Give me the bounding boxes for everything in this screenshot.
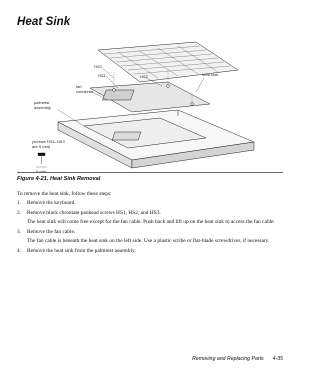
step-text: Remove the fan cable. (27, 229, 76, 235)
label-heat-sink: heat sink (202, 72, 219, 77)
page-title (17, 16, 70, 28)
step-number: 2. (17, 210, 22, 216)
page-title-text: Heat Sink (17, 16, 71, 28)
list-item (17, 229, 283, 245)
label-fan-connector-line1: fan (76, 84, 82, 89)
heat-sink-illustration (28, 30, 278, 176)
list-item (17, 210, 283, 226)
step-number: 4. (17, 248, 22, 254)
label-scale: 5 mm (36, 169, 46, 174)
caption-divider (17, 172, 283, 173)
step-text: Remove black chromate panhead screws HS1, HS2, and HS3. (27, 210, 161, 216)
footer-page-number: 4-35 (272, 356, 283, 362)
label-hs3: HS3 (94, 64, 102, 69)
label-hs2: HS2 (140, 74, 148, 79)
label-fan-connector-line2: connector (76, 89, 94, 94)
footer-section: Removing and Replacing Parts (192, 356, 264, 362)
list-item (17, 248, 283, 255)
screw-icon (38, 153, 45, 164)
label-screws-line2: are 5 mm) (32, 144, 51, 149)
step-text: Remove the heat sink from the palmrest assembly. (27, 248, 136, 254)
step-text: Remove the keyboard. (27, 200, 76, 206)
intro-text: To remove the heat sink, follow these steps: (17, 191, 112, 197)
label-hs1: HS1 (98, 73, 106, 78)
steps-list (17, 200, 283, 258)
label-palmrest-line1: palmrest (34, 100, 50, 105)
label-palmrest-line2: assembly (34, 105, 51, 110)
step-note: The fan cable is beneath the heat sink on the left side. Use a plastic scribe or flat-blade screwdriver, if necessary. (27, 238, 270, 244)
list-item (17, 200, 283, 207)
step-number: 3. (17, 229, 22, 235)
page-footer (192, 356, 283, 362)
palmrest-assembly-drawing (58, 110, 254, 168)
figure-caption: Figure 4-21. Heat Sink Removal (17, 176, 101, 182)
label-screws-line1: (screws HS1–HS3 (32, 139, 65, 144)
step-note: The heat sink will come free except for the fan cable. Push back and lift up on the heat sink to access the fan cable. (27, 219, 275, 225)
step-number: 1. (17, 200, 22, 206)
